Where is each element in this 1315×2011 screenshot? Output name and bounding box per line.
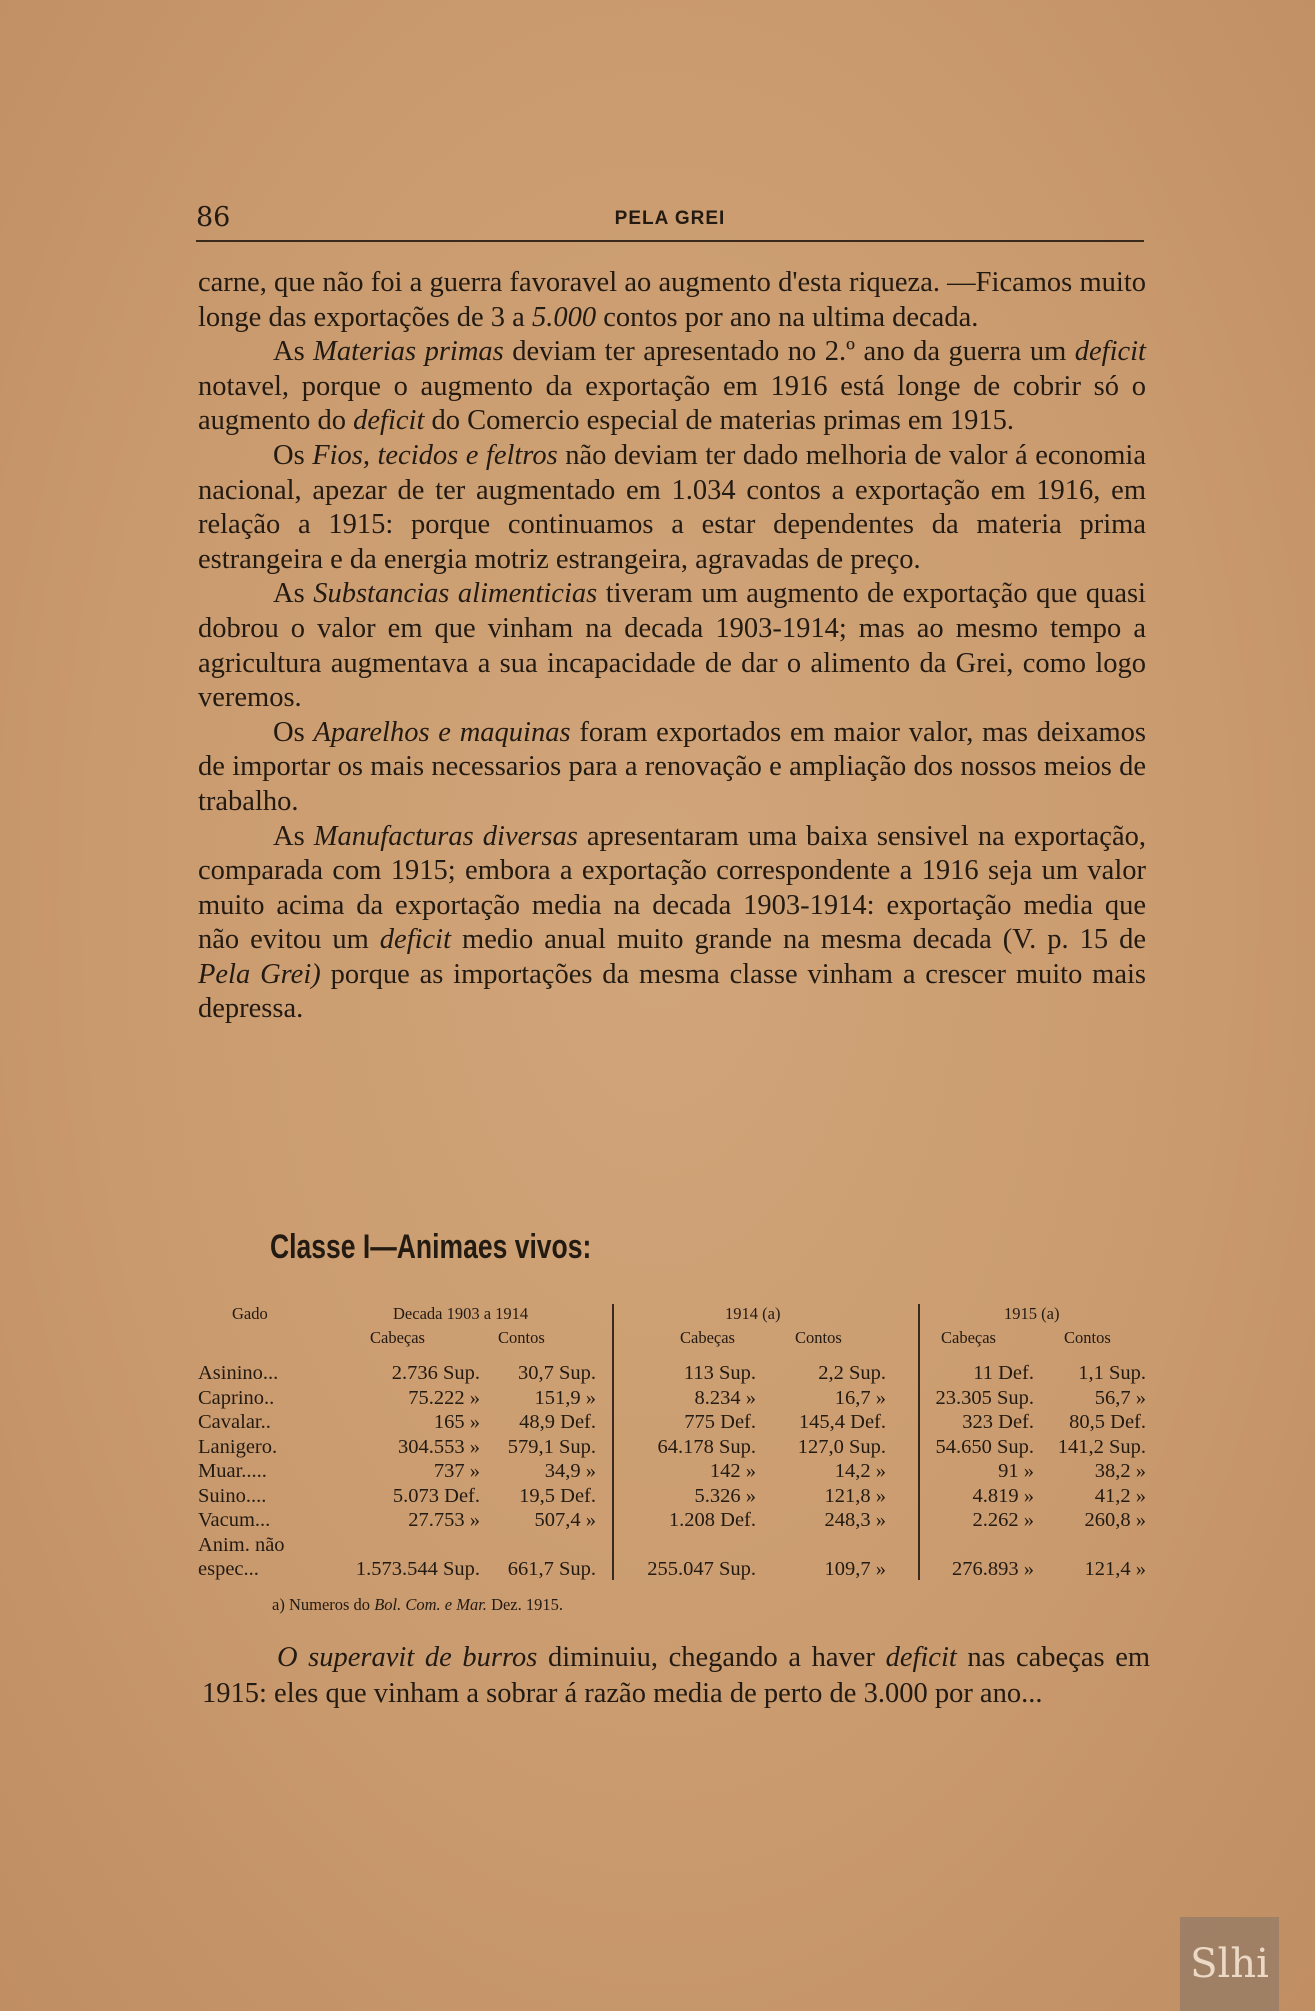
decada-cabecas: 5.073 Def. [392, 1484, 480, 1507]
table-title: Classe I—Animaes vivos: [270, 1228, 592, 1266]
text-run: deviam ter apresentado no 2.º ano da guerra um [503, 336, 1075, 368]
text-run: nas cabeças em 1915: eles que vinham a sobrar á razão media de perto de 3.000 por ano... [202, 1642, 1151, 1709]
1915-contos: 141,2 Sup. [1057, 1435, 1146, 1458]
italic-text: deficit [1074, 336, 1146, 368]
row-label: Asinino... [198, 1362, 279, 1384]
text-run: notavel, porque o augmento da exportação em 1916 está longe de cobrir só o augmento do [198, 370, 1146, 437]
text-run: As [273, 578, 314, 610]
decada-contos: 151,9 » [534, 1386, 596, 1409]
1914-contos: 145,4 Def. [798, 1411, 886, 1433]
row-label: Suino.... [198, 1484, 267, 1507]
1914-contos: 127,0 Sup. [797, 1435, 886, 1458]
1914-contos: 2,2 Sup. [818, 1362, 886, 1384]
logo-text: Slhi [1190, 1941, 1269, 1987]
italic-text: Substancias alimenticias [313, 578, 598, 610]
italic-text: Manufacturas diversas [313, 820, 578, 852]
header-1915-contos: Contos [1064, 1328, 1111, 1347]
text-run: apresentaram uma baixa sensivel na exportação, comparada com 1915; embora a exportação correspondente a 1916 seja um valor muito acima da exportação media na decada 1903-1914: exportação media que não evitou um [198, 820, 1146, 956]
italic-text: Pela Grei) [198, 958, 321, 990]
1915-contos: 1,1 Sup. [1078, 1362, 1146, 1384]
1914-cabecas: 775 Def. [684, 1411, 756, 1433]
decada-cabecas: 165 » [433, 1411, 480, 1433]
text-run: As [273, 336, 314, 368]
text-run: carne, que não foi a guerra favoravel ao augmento d'esta riqueza. —Ficamos muito longe das exportações de 3 a [198, 267, 1146, 333]
decada-cabecas: 2.736 Sup. [391, 1362, 480, 1384]
text-run: As [273, 820, 314, 852]
1914-cabecas: 113 Sup. [683, 1362, 756, 1384]
1915-contos: 41,2 » [1094, 1484, 1146, 1507]
closing-paragraph [202, 1640, 1150, 1712]
paragraph [198, 335, 1146, 439]
1914-cabecas: 142 » [709, 1460, 756, 1482]
italic-text: O superavit de burros [277, 1642, 538, 1673]
1915-cabecas: 323 Def. [962, 1411, 1034, 1433]
header-decada: Decada 1903 a 1914 [393, 1304, 529, 1323]
1915-contos: 80,5 Def. [1069, 1411, 1146, 1433]
table-footnote [272, 1595, 563, 1615]
decada-contos: 34,9 » [544, 1460, 596, 1482]
paragraph [198, 577, 1146, 715]
text-run: diminuiu, chegando a haver [537, 1642, 886, 1673]
1915-cabecas: 91 » [998, 1460, 1034, 1482]
text-run: tiveram um augmento de exportação que quasi dobrou o valor em que vinham na decada 1903-1914; mas ao mesmo tempo a agricultura augmentava a sua incapacidade de dar o alimento da Grei, como logo veremos. [198, 578, 1146, 714]
decada-cabecas: 75.222 » [408, 1386, 480, 1409]
column-divider [918, 1304, 920, 1580]
italic-text: 5.000 [531, 301, 597, 333]
text-run: Os [273, 716, 314, 748]
1915-cabecas: 23.305 Sup. [935, 1386, 1034, 1409]
1915-cabecas: 276.893 » [952, 1558, 1034, 1580]
text-run: não deviam ter dado melhoria de valor á economia nacional, apezar de ter augmentado em 1.034 contos a exportação em 1916, em relação a 1915: porque continuamos a estar dependentes da materia prima estrangeira e da energia motriz estrangeira, agravadas de preço. [198, 439, 1146, 575]
paragraph [198, 439, 1146, 577]
library-logo [1180, 1917, 1279, 2011]
row-label: Muar..... [198, 1460, 267, 1482]
paragraph [198, 266, 1146, 335]
header-gado: Gado [232, 1304, 268, 1323]
header-decada-cabecas: Cabeças [370, 1328, 425, 1347]
row-label: Vacum... [198, 1509, 271, 1531]
paragraph [198, 820, 1146, 1028]
1914-contos: 109,7 » [824, 1558, 886, 1580]
decada-cabecas: 1.573.544 Sup. [355, 1558, 480, 1580]
row-label: Cavalar.. [198, 1411, 271, 1433]
paragraph [198, 716, 1146, 820]
body-text [198, 266, 1146, 1027]
italic-text: Fios, tecidos e feltros [312, 439, 558, 471]
decada-contos: 507,4 » [534, 1509, 596, 1531]
text-run: a) Numeros do [272, 1595, 375, 1614]
decada-contos: 19,5 Def. [519, 1484, 596, 1507]
decada-contos: 30,7 Sup. [517, 1362, 596, 1384]
row-label: Lanigero. [198, 1435, 278, 1458]
page-header [196, 202, 1144, 242]
decada-contos: 661,7 Sup. [507, 1558, 596, 1580]
header-1914: 1914 (a) [725, 1304, 781, 1323]
row-label: Anim. não [198, 1533, 285, 1556]
1915-contos: 121,4 » [1084, 1558, 1146, 1580]
text-run: foram exportados em maior valor, mas deixamos de importar os mais necessarios para a renovação e ampliação dos nossos meios de trabalho. [198, 716, 1146, 817]
text-run: medio anual muito grande na mesma decada (V. p. 15 de [451, 924, 1146, 956]
1914-cabecas: 255.047 Sup. [647, 1558, 756, 1580]
text-run: contos por ano na ultima decada. [596, 301, 979, 333]
header-1914-contos: Contos [795, 1328, 842, 1347]
text-run: Os [273, 439, 313, 471]
1914-contos: 16,7 » [834, 1386, 886, 1409]
header-1915-cabecas: Cabeças [941, 1328, 996, 1347]
italic-text: Bol. Com. e Mar. [374, 1595, 487, 1614]
1914-cabecas: 8.234 » [694, 1386, 756, 1409]
1914-cabecas: 64.178 Sup. [657, 1435, 756, 1458]
row-label: espec... [198, 1558, 259, 1580]
italic-text: deficit [379, 924, 452, 956]
decada-cabecas: 737 » [433, 1460, 480, 1482]
1914-contos: 248,3 » [824, 1509, 886, 1531]
header-1914-cabecas: Cabeças [680, 1328, 735, 1347]
1914-cabecas: 5.326 » [694, 1484, 756, 1507]
1914-cabecas: 1.208 Def. [668, 1509, 756, 1531]
italic-text: deficit [885, 1642, 957, 1673]
italic-text: Aparelhos e maquinas [313, 716, 571, 748]
text-run: do Comercio especial de materias primas em 1915. [424, 405, 1014, 437]
italic-text: Materias primas [313, 336, 504, 368]
paragraph [202, 1640, 1150, 1712]
1915-contos: 260,8 » [1084, 1509, 1146, 1531]
1914-contos: 14,2 » [834, 1460, 886, 1482]
animals-table [196, 1300, 1156, 1590]
running-title: PELA GREI [614, 208, 726, 229]
decada-contos: 48,9 Def. [519, 1411, 596, 1433]
decada-cabecas: 304.553 » [398, 1435, 480, 1458]
1915-contos: 38,2 » [1094, 1460, 1146, 1482]
page-number: 86 [196, 202, 231, 233]
text-run: Dez. 1915. [486, 1595, 564, 1614]
1915-cabecas: 4.819 » [972, 1484, 1034, 1507]
1915-cabecas: 54.650 Sup. [935, 1435, 1034, 1458]
column-divider [612, 1304, 614, 1580]
1915-cabecas: 2.262 » [972, 1509, 1034, 1531]
1915-cabecas: 11 Def. [973, 1362, 1034, 1384]
decada-cabecas: 27.753 » [408, 1509, 480, 1531]
italic-text: deficit [353, 405, 425, 437]
text-run: porque as importações da mesma classe vinham a crescer muito mais depressa. [198, 958, 1146, 1025]
row-label: Caprino.. [198, 1386, 275, 1409]
1914-contos: 121,8 » [824, 1484, 886, 1507]
header-decada-contos: Contos [498, 1328, 545, 1347]
1915-contos: 56,7 » [1094, 1386, 1146, 1409]
header-1915: 1915 (a) [1004, 1304, 1060, 1323]
decada-contos: 579,1 Sup. [507, 1435, 596, 1458]
